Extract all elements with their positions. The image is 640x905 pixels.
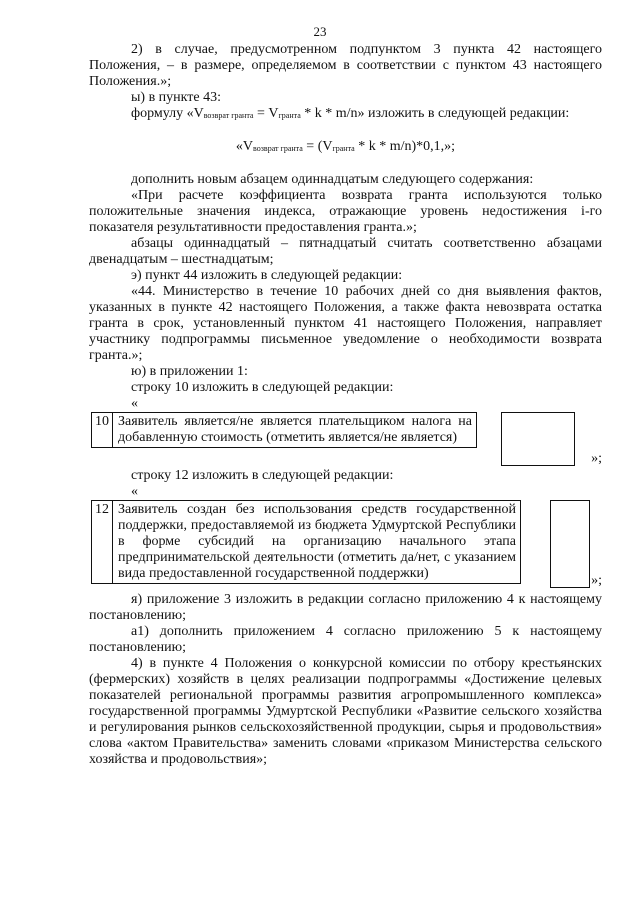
paragraph: дополнить новым абзацем одиннадцатым следующего содержания:: [131, 172, 534, 187]
paragraph: э) пункт 44 изложить в следующей редакции:: [131, 268, 403, 283]
closing-quote: »;: [591, 573, 602, 588]
paragraph-formula-intro: формулу «$V_{возврат гранта} = V_{гранта} * k * m/n$» изложить в следующей редакции:: [131, 106, 570, 121]
row12-table: [89, 500, 602, 592]
opening-quote: «: [131, 484, 138, 499]
answer-box: [550, 500, 590, 588]
formula: «$V_{возврат гранта} = (V_{гранта} * k * m/n)*0,1$,»;: [235, 139, 456, 154]
row-number: 12: [92, 501, 113, 584]
row-number: 10: [92, 413, 113, 448]
paragraph: «При расчете коэффициента возврата гранта используются только положительные значения индекса, отражающие уровень недостижения i-го показателя результативности предоставления гранта.»;: [89, 188, 602, 235]
row-text: Заявитель является/не является плательщиком налога на добавленную стоимость (отметить является/не является): [113, 413, 477, 448]
paragraph: ю) в приложении 1:: [131, 364, 248, 379]
paragraph: строку 10 изложить в следующей редакции:: [131, 380, 394, 395]
closing-quote: »;: [591, 451, 602, 466]
row-text: Заявитель создан без использования средств государственной поддержки, предоставляемой из бюджета Удмуртской Республики в форме субсидий на организацию начального этапа предпринимательской деятельности (отметить да/нет, с указанием вида предоставленной государственной поддержки): [113, 501, 521, 584]
paragraph: ы) в пункте 43:: [131, 90, 222, 105]
paragraph: а1) дополнить приложением 4 согласно приложению 5 к настоящему постановлению;: [89, 624, 602, 655]
paragraph: я) приложение 3 изложить в редакции согласно приложению 4 к настоящему постановлению;: [89, 592, 602, 623]
paragraph: 2) в случае, предусмотренном подпунктом 3 пункта 42 настоящего Положения, – в размере, определяемом в соответствии с пунктом 43 настоящего Положения.»;: [89, 42, 602, 89]
opening-quote: «: [131, 396, 138, 411]
page-number: 23: [313, 24, 327, 39]
paragraph: строку 12 изложить в следующей редакции:: [131, 468, 394, 483]
paragraph: «44. Министерство в течение 10 рабочих дней со дня выявления фактов, указанных в пункте 42 настоящего Положения, а также факта невозврата остатка гранта в срок, установленный пунктом 41 настоящего Положения, направляет участнику подпрограммы письменное уведомление о необходимости возврата гранта.»;: [89, 284, 602, 363]
row10-table: [89, 412, 602, 468]
paragraph: абзацы одиннадцатый – пятнадцатый считать соответственно абзацами двенадцатым – шестнадцатым;: [89, 236, 602, 267]
answer-box: [501, 412, 575, 466]
document-body: [89, 42, 602, 768]
paragraph: 4) в пункте 4 Положения о конкурсной комиссии по отбору крестьянских (фермерских) хозяйств в целях реализации подпрограммы «Достижение целевых показателей региональной программы развития агропромышленного комплекса» государственной программы Удмуртской Республики «Развитие сельского хозяйства и регулирования рынков сельскохозяйственной продукции, сырья и продовольствия» слова «актом Правительства» заменить словами «приказом Министерства сельского хозяйства и продовольствия»;: [89, 656, 602, 767]
